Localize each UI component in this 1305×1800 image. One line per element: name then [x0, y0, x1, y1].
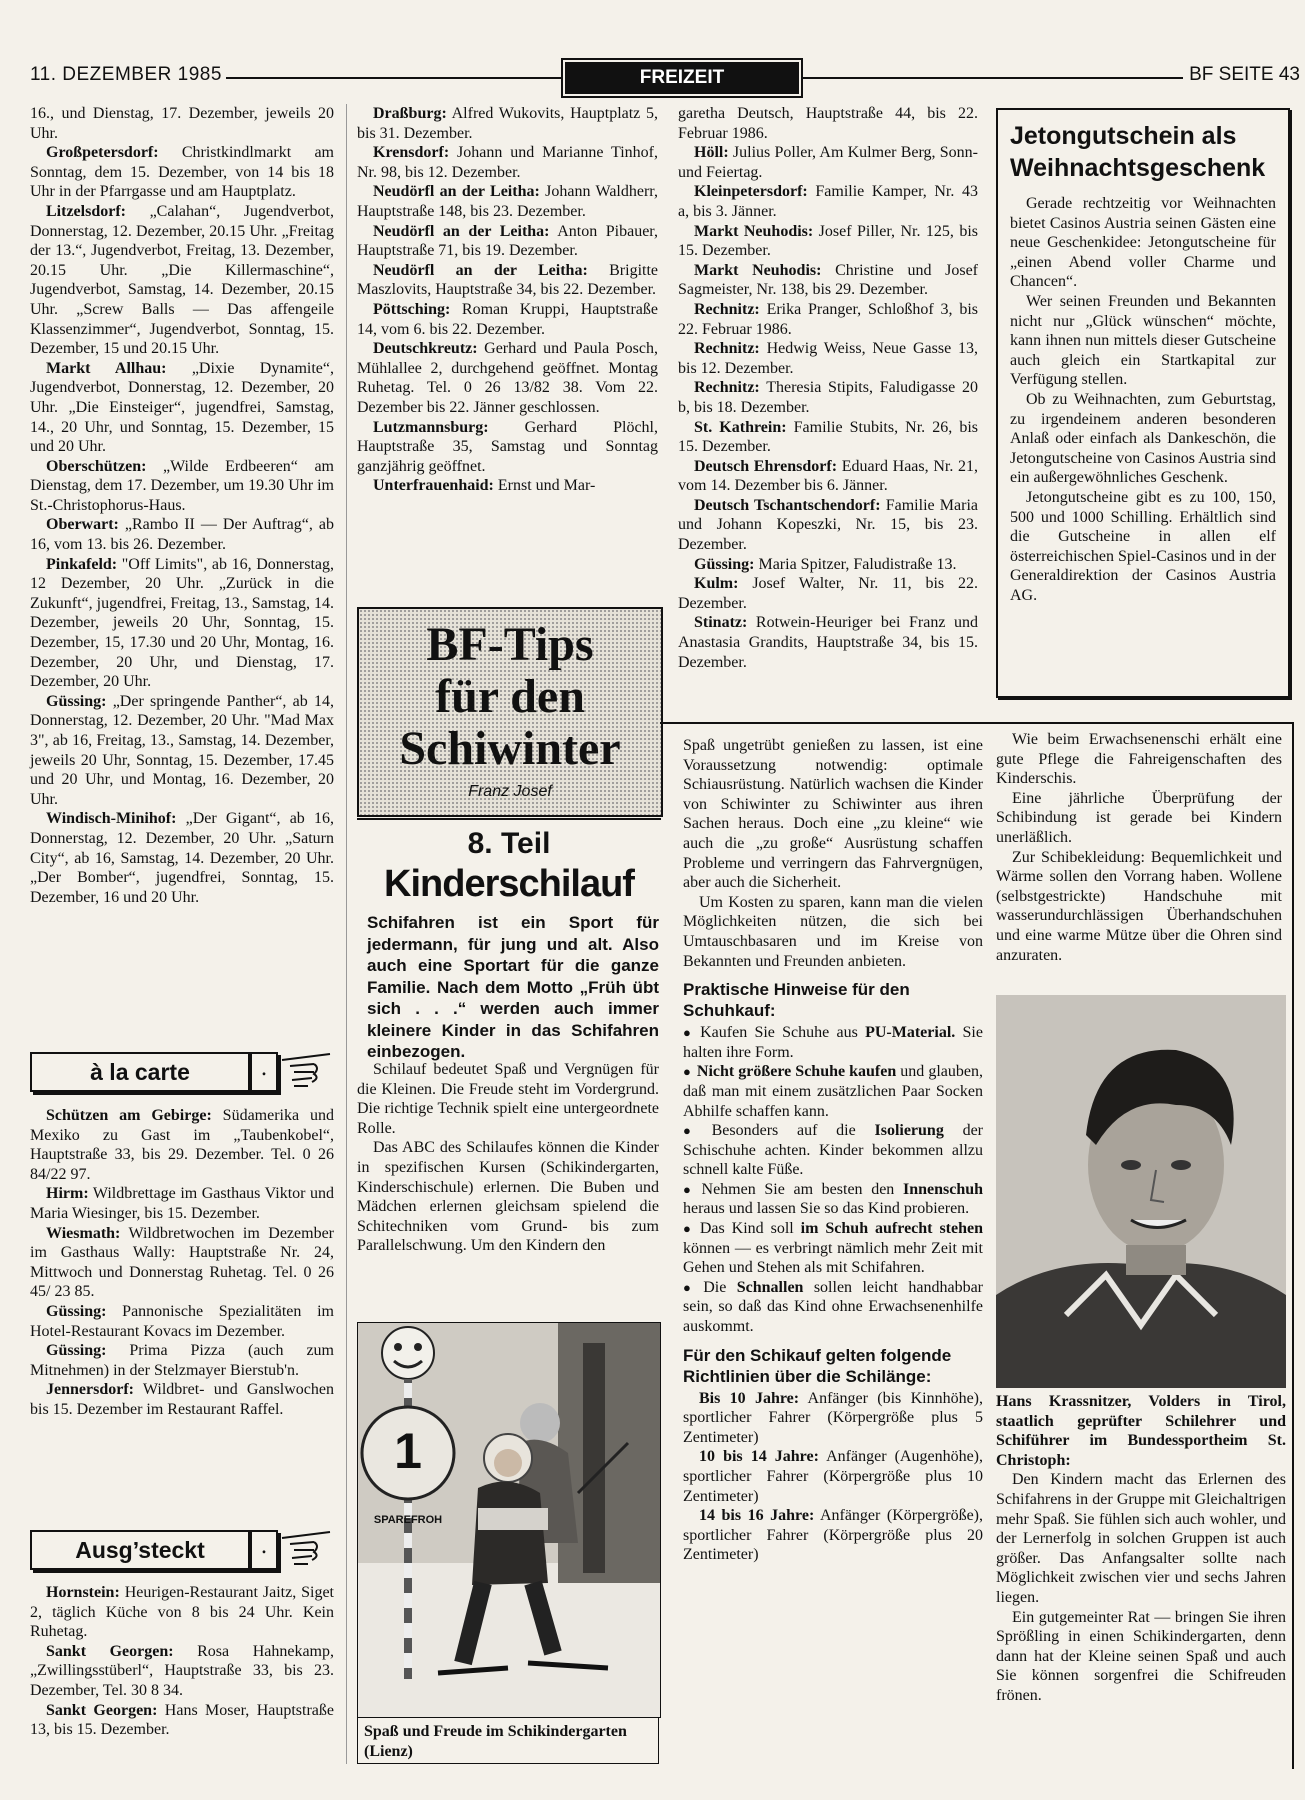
listing-place: Hornstein: [46, 1584, 120, 1601]
portrait-quote: Ein gutgemeinter Rat — bringen Sie ihren Sprößling in einen Schikindergarten, denn dann hat der Kleine seinen Spaß und auch Sie können sorgenfrei die Schifreuden frönen. [996, 1608, 1286, 1704]
tip-text: Das Kind soll [699, 1220, 801, 1238]
tip-emphasis: im Schuh aufrecht stehen [800, 1220, 984, 1238]
tip-text: Nehmen Sie am besten den [701, 1180, 903, 1198]
listing-entry [30, 809, 334, 907]
ski-length-rule [683, 1447, 983, 1506]
listing-place: St. Kathrein: [694, 418, 787, 436]
listing-text: „Dixie Dynamite“, Jugendverbot, Donnerstag, 12. Dezember, 20 Uhr. „Die Einsteiger“, jugendfrei, Samstag, 14., 20 Uhr, und Sonntag, 15. Dezember, 15 und 20 Uhr. [30, 359, 334, 456]
listing-text: Rotwein-Heuriger bei Franz und Anastasia Grandits, Hauptstraße 34, bis 15. Dezember. [678, 614, 978, 671]
article-headline [357, 818, 661, 906]
listing-text: Wildbrettage im Gasthaus Viktor und Maria Wiesinger, bis 15. Dezember. [30, 1185, 334, 1222]
listing-entry [30, 1583, 334, 1642]
sign-text: SPAREFROH [373, 1514, 443, 1526]
article-column-3 [996, 730, 1282, 965]
listing-text: „Rambo II — Der Auftrag“, ab 16, vom 13. bis 26. Dezember. [30, 516, 334, 554]
listing-place: Neudörfl an der Leitha: [373, 183, 540, 201]
ski-length-rule [683, 1506, 983, 1565]
listing-place: Güssing: [46, 692, 107, 710]
tip-bullet [683, 1219, 983, 1278]
instructor-portrait-illustration [996, 995, 1286, 1388]
article-paragraph: Spaß ungetrübt genießen zu lassen, ist eine Voraussetzung notwendig: optimale Schiausrüstung. Natürlich wachsen die Kinder von Schiwinter zu Schiwinter aus ihren Sachen heraus. Doch eine „zu kleine“ wie auch die „zu große“ Ausrüstung schaffen Probleme und verringern das Fahrvergnügen, aber auch die Sicherheit. [683, 737, 983, 892]
listing-entry [357, 476, 658, 496]
listing-text: Roman Kruppi, Hauptstraße 14, vom 6. bis 22. Dezember. [357, 300, 658, 338]
listing-place: Kulm: [694, 575, 739, 593]
listing-place: Markt Neuhodis: [694, 261, 822, 279]
ski-kids-photo [357, 1322, 661, 1718]
listing-entry [678, 418, 978, 457]
listing-place: Güssing: [46, 1302, 107, 1320]
listing-text: „Calahan“, Jugendverbot, Donnerstag, 12. Dezember, 20.15 Uhr. „Freitag der 13.“, Jugendverbot, Freitag, 13. Dezember, 20.15 Uhr. „Die Killermaschine“, Jugendverbot, Samstag, 14. Dezember, 20.15 Uhr. „Screw Balls — Das affengeile Klassenzimmer“, Jugendverbot, Sonntag, 15. Dezember, 15 und 20.15 Uhr. [30, 202, 334, 358]
article-paragraph: Um Kosten zu sparen, kann man die vielen Möglichkeiten nützen, die sich bei Umtauschbasaren und im Kreise von Bekannten und Freunden anbieten. [683, 893, 983, 970]
listing-text: Heurigen-Restaurant Jaitz, Siget 2, täglich Küche von 8 bis 24 Uhr. Kein Ruhetag. [30, 1584, 334, 1641]
listing-place: Stinatz: [694, 614, 748, 632]
listing-entry [357, 300, 658, 339]
ausgsteckt-dot: . [250, 1530, 278, 1570]
tip-emphasis: Innenschuh [902, 1180, 984, 1198]
page-header [30, 62, 1300, 92]
listing-entry [30, 457, 334, 516]
listing-text: Johann und Marianne Tinhof, Nr. 98, bis 12. Dezember. [357, 144, 658, 181]
listing-entry [678, 457, 978, 496]
pointing-hand-icon [280, 1530, 334, 1570]
tip-bullet [683, 1023, 983, 1062]
listing-text: Prima Pizza (auch zum Mitnehmen) in der Stelzmayer Bierstub'n. [30, 1342, 334, 1379]
article-paragraph: Eine jährliche Überprüfung der Schibindung ist gerade bei Kindern unerläßlich. [996, 789, 1282, 846]
column-events [30, 104, 334, 907]
tip-bullet [683, 1062, 983, 1121]
listing-entry [30, 1224, 334, 1302]
listing-text: Christkindlmarkt am Sonntag, dem 15. Dezember, von 14 bis 18 Uhr in der Pfarrgasse und am Hauptplatz. [30, 144, 334, 201]
listing-text: „Der springende Panther“, ab 14, Donnerstag, 12. Dezember, 20 Uhr. "Mad Max 3", ab 16, Freitag, 13., Samstag, 14. Dezember, jeweils 20 Uhr, Sonntag, 15. Dezember, 17.45 und 20 Uhr, und Montag, 16. Dezember, 20 Uhr. [30, 692, 334, 808]
listing-entry [30, 1184, 334, 1223]
listing-text: Gerhard und Paula Posch, Mühlallee 2, durchgehend geöffnet. Montag Ruhetag. Tel. 0 26 13/82 38. Vom 22. Dezember bis 22. Jänner geschlossen. [357, 340, 658, 416]
article-part: 8. Teil [467, 827, 551, 860]
listing-entry [30, 1380, 334, 1419]
tip-emphasis: Isolierung [874, 1122, 944, 1140]
listing-entry [678, 182, 978, 221]
listing-place: Hirm: [46, 1185, 89, 1203]
article-paragraph: Das ABC des Schilaufes können die Kinder in spezifischen Kursen (Schikindergarten, Kinderschischule) erlernen. Die Buben und Mädchen erlernen gleichsam spielend die Schitechniken vom Grund- bis zum Parallelschwung. Um den Kindern den [357, 1139, 659, 1255]
listing-entry [357, 182, 658, 221]
page-number: BF SEITE 43 [1183, 64, 1300, 86]
listing-place: Kleinpetersdorf: [694, 183, 808, 201]
tip-emphasis: Nicht größere Schuhe kaufen [696, 1063, 897, 1081]
sign-number: 1 [394, 1423, 422, 1479]
listing-entry [678, 555, 978, 575]
listing-entry [30, 1106, 334, 1184]
length-text: Anfänger (Körpergröße), sportlicher Fahrer (Körpergröße plus 20 Zentimeter) [683, 1507, 983, 1564]
listing-text: Wildbretwochen im Dezember im Gasthaus Wally: Hauptstraße Nr. 24, Mittwoch und Donnerstag Ruhetag. Tel. 0 26 45/ 23 85. [30, 1224, 334, 1301]
tip-text: Besonders auf die [711, 1122, 875, 1140]
listing-entry [357, 261, 658, 300]
age-range: Bis 10 Jahre: [699, 1389, 800, 1407]
age-range: 10 bis 14 Jahre: [699, 1448, 819, 1466]
listing-place: Güssing: [694, 555, 755, 573]
listing-entry [678, 104, 978, 143]
listing-entry [678, 378, 978, 417]
listing-place: Oberschützen: [46, 457, 147, 475]
listing-entry [30, 202, 334, 359]
tips-title-line3: Schiwinter [399, 722, 621, 775]
listing-entry [678, 574, 978, 613]
photo-caption: Spaß und Freude im Schikindergarten (Lienz) [357, 1718, 659, 1764]
listing-text: Eduard Haas, Nr. 21, vom 14. Dezember bis 6. Jänner. [678, 457, 978, 495]
listing-place: Neudörfl an der Leitha: [373, 261, 588, 279]
tip-text: Die [703, 1278, 737, 1296]
tip-text: der Schischuhe achten. Kinder bekommen allzu schnell kalte Füße. [683, 1122, 984, 1179]
listing-place: Neudörfl an der Leitha: [373, 222, 550, 240]
listing-text: Gerhard Plöchl, Hauptstraße 35, Samstag und Sonntag ganzjährig geöffnet. [357, 418, 658, 475]
tip-emphasis: Schnallen [736, 1278, 804, 1296]
listing-place: Güssing: [46, 1342, 107, 1360]
tips-title-line2: für den [435, 670, 585, 723]
ausgsteckt-header [30, 1530, 334, 1570]
listing-entry [357, 418, 658, 477]
alacarte-dot: . [250, 1052, 278, 1092]
listing-text: Familie Stubits, Nr. 26, bis 15. Dezember. [678, 418, 979, 456]
listing-place: Wiesmath: [46, 1224, 121, 1242]
listing-place: Sankt Georgen: [46, 1701, 158, 1719]
tip-text: Kaufen Sie Schuhe aus [700, 1024, 866, 1042]
listing-entry [357, 104, 658, 143]
tip-emphasis: PU-Material. [865, 1024, 956, 1042]
listing-text: Rosa Hahnekamp, „Zwillingsstüberl“, Hauptstraße 33, bis 23. Dezember, Tel. 30 8 34. [30, 1642, 334, 1699]
listing-text: Wildbret- und Ganslwochen bis 15. Dezember im Restaurant Raffel. [30, 1381, 334, 1418]
section-label: FREIZEIT [565, 62, 799, 94]
listing-text: Theresia Stipits, Faludigasse 20 b, bis 18. Dezember. [678, 379, 978, 416]
listing-entry [30, 1701, 334, 1740]
instructor-portrait [996, 995, 1286, 1388]
ausgsteckt-list [30, 1583, 334, 1740]
article-paragraph: Zur Schibekleidung: Bequemlichkeit und Wärme sollen den Vorrang haben. Wollene (selbstgestrickte) Handschuhe mit wasserundurchlässigen Überhandschuhen und eine warme Mütze über die Ohren sind anzuraten. [996, 848, 1282, 964]
column-heurige [357, 104, 658, 496]
listing-text: Südamerika und Mexiko zu Gast im „Taubenkobel“, Hauptstraße 33, bis 29. Dezember. Tel. 0 26 84/22 97. [30, 1107, 334, 1183]
listing-place: Jennersdorf: [46, 1381, 134, 1399]
listing-text: garetha Deutsch, Hauptstraße 44, bis 22. Februar 1986. [678, 105, 978, 142]
article-lead: Schifahren ist ein Sport für jedermann, für jung und alt. Also auch eine Sportart für die ganze Familie. Nach dem Motto „Früh übt sich . . .“ werden auch immer kleinere Kinder in das Schifahren einbezogen. [367, 913, 659, 1061]
tips-title [359, 619, 661, 775]
article-column-2 [683, 736, 983, 1565]
issue-date: 11. DEZEMBER 1985 [30, 64, 226, 86]
listing-entry [678, 300, 978, 339]
listing-entry [678, 339, 978, 378]
portrait-quote: Den Kindern macht das Erlernen des Schifahrens in der Gruppe mit Gleichaltrigen mehr Spaß. Sie fühlen sich auch wohler, und der Lernerfolg in solchen Gruppen ist auch größer. Das Anfangsalter sollte nach Möglichkeit zwischen vier und sechs Jahren liegen. [996, 1471, 1286, 1606]
article-title: Kinderschilauf [384, 863, 634, 905]
listing-place: Markt Allhau: [46, 359, 167, 377]
listing-text: Brigitte Maszlovits, Hauptstraße 34, bis 22. Dezember. [357, 261, 659, 299]
listing-text: "Off Limits", ab 16, Donnerstag, 12 Dezember, 20 Uhr. „Zurück in die Zukunft“, jugendfrei, Freitag, 13., Samstag, 14. Dezember, jeweils 20 Uhr, Sonntag, 15. Dezember, 15, 17.30 und 20 Uhr, Montag, 16. Dezember, 20 Uhr, und Dienstag, 17. Dezember, 20 Uhr. [30, 555, 334, 691]
ausgsteckt-label: Ausg’steckt [30, 1530, 250, 1570]
listing-place: Litzelsdorf: [46, 202, 126, 220]
listing-text: Johann Waldherr, Hauptstraße 148, bis 23. Dezember. [357, 183, 658, 220]
listing-place: Rechnitz: [694, 379, 760, 397]
article-paragraph: Wie beim Erwachsenenschi erhält eine gute Pflege die Fahreigenschaften des Kinderschis. [996, 731, 1282, 788]
listing-entry [30, 555, 334, 692]
listing-place: Höll: [694, 144, 729, 162]
tips-author: Franz Josef [468, 783, 552, 800]
listing-place: Deutsch Tschantschendorf: [694, 496, 881, 514]
pointing-hand-icon [280, 1052, 334, 1092]
tip-bullet [683, 1121, 983, 1180]
listing-entry [30, 143, 334, 202]
listing-entry [30, 515, 334, 554]
tip-text: können — es verbringt nämlich mehr Zeit mit Gehen und Stehen als mit Schifahren. [683, 1239, 983, 1277]
jeton-paragraph: Ob zu Weihnachten, zum Geburtstag, zu irgendeinem anderen besonderen Anlaß oder einfach als Dankeschön, die Jetongutscheine von Casinos Austria sind ein außergewöhnliches Geschenk. [1010, 390, 1276, 487]
jeton-article [996, 108, 1290, 698]
listing-text: 16., und Dienstag, 17. Dezember, jeweils 20 Uhr. [30, 105, 334, 142]
tips-title-line1: BF-Tips [426, 618, 594, 671]
portrait-caption-name: Hans Krassnitzer, Volders in Tirol, staatlich geprüfter Schilehrer und Schiführer im Bundessportheim St. Christoph: [996, 1393, 1286, 1469]
column-divider [346, 104, 347, 1764]
tip-text: und glauben, daß man mit einem zusätzlichen Paar Socken Abhilfe schaffen kann. [683, 1063, 983, 1120]
subheading-ski-length: Für den Schikauf gelten folgende Richtlinien über die Schilänge: [683, 1345, 952, 1386]
listing-place: Deutsch Ehrensdorf: [694, 457, 838, 475]
subheading-shoes: Praktische Hinweise für den Schuhkauf: [683, 980, 910, 1021]
jeton-paragraph: Jetongutscheine gibt es zu 100, 150, 500 und 1000 Schilling. Erhältlich sind die Gutscheine in allen elf österreichischen Spiel-Casinos und in der Generaldirektion der Casinos Austria AG. [1010, 488, 1276, 604]
listing-text: Alfred Wukovits, Hauptplatz 5, bis 31. Dezember. [357, 105, 658, 142]
listing-text: Anton Pibauer, Hauptstraße 71, bis 19. Dezember. [357, 222, 658, 260]
length-text: Anfänger (bis Kinnhöhe), sportlicher Fahrer (Körpergröße plus 5 Zentimeter) [683, 1389, 983, 1446]
listing-place: Rechnitz: [694, 340, 760, 358]
listing-entry [678, 613, 978, 672]
listing-place: Pinkafeld: [46, 555, 118, 573]
listing-text: Erika Pranger, Schloßhof 3, bis 22. Februar 1986. [678, 300, 978, 338]
length-text: Anfänger (Augenhöhe), sportlicher Fahrer (Körpergröße plus 10 Zentimeter) [683, 1448, 983, 1505]
listing-text: „Wilde Erdbeeren“ am Dienstag, dem 17. Dezember, um 19.30 Uhr im St.-Christophorus-Haus. [30, 457, 334, 514]
alacarte-list [30, 1106, 334, 1420]
jeton-paragraph: Gerade rechtzeitig vor Weihnachten bietet Casinos Austria seinen Gästen eine neue Geschenkidee: Jetongutscheine für „einen Abend voller Charme und Chancen“. [1010, 195, 1276, 291]
tip-text: sollen leicht handhabbar sein, so daß das Kind ohne Erwachsenenhilfe auskommt. [683, 1278, 983, 1336]
listing-entry [30, 1642, 334, 1701]
listing-text: Christine und Josef Sagmeister, Nr. 138, bis 29. Dezember. [678, 261, 979, 299]
portrait-caption [996, 1392, 1286, 1706]
listing-place: Deutschkreutz: [373, 340, 478, 358]
ski-length-rule [683, 1389, 983, 1448]
listing-place: Oberwart: [46, 516, 119, 534]
listing-text: Familie Maria und Johann Kopeszki, Nr. 15, bis 23. Dezember. [678, 496, 978, 554]
listing-place: Rechnitz: [694, 300, 760, 318]
listing-text: Pannonische Spezialitäten im Hotel-Restaurant Kovacs im Dezember. [30, 1302, 334, 1340]
listing-text: Ernst und Mar- [493, 477, 596, 495]
listing-entry [357, 222, 658, 261]
listing-place: Krensdorf: [373, 144, 450, 162]
jeton-body [1010, 194, 1276, 605]
jeton-paragraph: Wer seinen Freunden und Bekannten nicht nur „Glück wünschen“ möchte, kann ihnen nun mittels dieser Gutscheine auch gleich ein Startkapital zur Verfügung stellen. [1010, 292, 1276, 389]
tip-bullet [683, 1180, 983, 1219]
listing-entry [678, 496, 978, 555]
tips-banner [357, 607, 663, 817]
listing-entry [30, 1302, 334, 1341]
listing-entry [357, 339, 658, 417]
listing-place: Pöttsching: [373, 300, 451, 318]
listing-place: Schützen am Gebirge: [46, 1107, 212, 1124]
listing-entry [30, 359, 334, 457]
listing-entry [30, 692, 334, 810]
listing-text: Hans Moser, Hauptstraße 13, bis 15. Dezember. [30, 1701, 334, 1739]
listing-place: Großpetersdorf: [46, 144, 159, 162]
listing-entry [678, 261, 978, 300]
header-rule-right [797, 77, 1197, 79]
alacarte-header [30, 1052, 334, 1092]
ski-kids-illustration [358, 1323, 660, 1717]
listing-text: Julius Poller, Am Kulmer Berg, Sonn- und Feiertag. [678, 144, 978, 181]
listing-place: Lutzmannsburg: [373, 418, 489, 436]
listing-text: Maria Spitzer, Faludistraße 13. [754, 555, 957, 573]
listing-entry [30, 1341, 334, 1380]
listing-place: Unterfrauenhaid: [373, 477, 494, 495]
listing-place: Markt Neuhodis: [694, 222, 814, 240]
alacarte-label: à la carte [30, 1052, 250, 1092]
tip-bullet [683, 1278, 983, 1337]
listing-text: „Der Gigant“, ab 16, Donnerstag, 12. Dezember, 20 Uhr. „Saturn City“, ab 16, Samstag, 14. Dezember, 20 Uhr. „Der Bomber“, jugendfrei, Sonntag, 15. Dezember, 16 und 20 Uhr. [30, 810, 334, 906]
listing-text: Josef Walter, Nr. 11, bis 22. Dezember. [678, 575, 978, 612]
listing-place: Sankt Georgen: [46, 1642, 174, 1660]
listing-entry [678, 143, 978, 182]
listing-text: Hedwig Weiss, Neue Gasse 13, bis 12. Dezember. [678, 340, 978, 377]
jeton-headline: Jetongutschein als Weihnachtsgeschenk [1010, 122, 1266, 182]
tip-text: heraus und lassen Sie so das Kind probieren. [683, 1200, 970, 1218]
age-range: 14 bis 16 Jahre: [699, 1507, 815, 1525]
tip-text: Sie halten ihre Form. [683, 1024, 983, 1061]
listing-text: Josef Piller, Nr. 125, bis 15. Dezember. [678, 222, 979, 260]
listing-entry [357, 143, 658, 182]
article-paragraph: Schilauf bedeutet Spaß und Vergnügen für die Kleinen. Die Freude steht im Vordergrund. Die richtige Technik spielt eine untergeordnete Rolle. [357, 1061, 659, 1137]
listing-place: Draßburg: [373, 105, 447, 122]
article-body [357, 1060, 659, 1256]
listing-place: Windisch-Minihof: [46, 810, 177, 828]
listing-text: Familie Kamper, Nr. 43 a, bis 3. Jänner. [678, 183, 978, 220]
column-heurige-cont [678, 104, 978, 672]
listing-entry [30, 104, 334, 143]
listing-entry [678, 222, 978, 261]
